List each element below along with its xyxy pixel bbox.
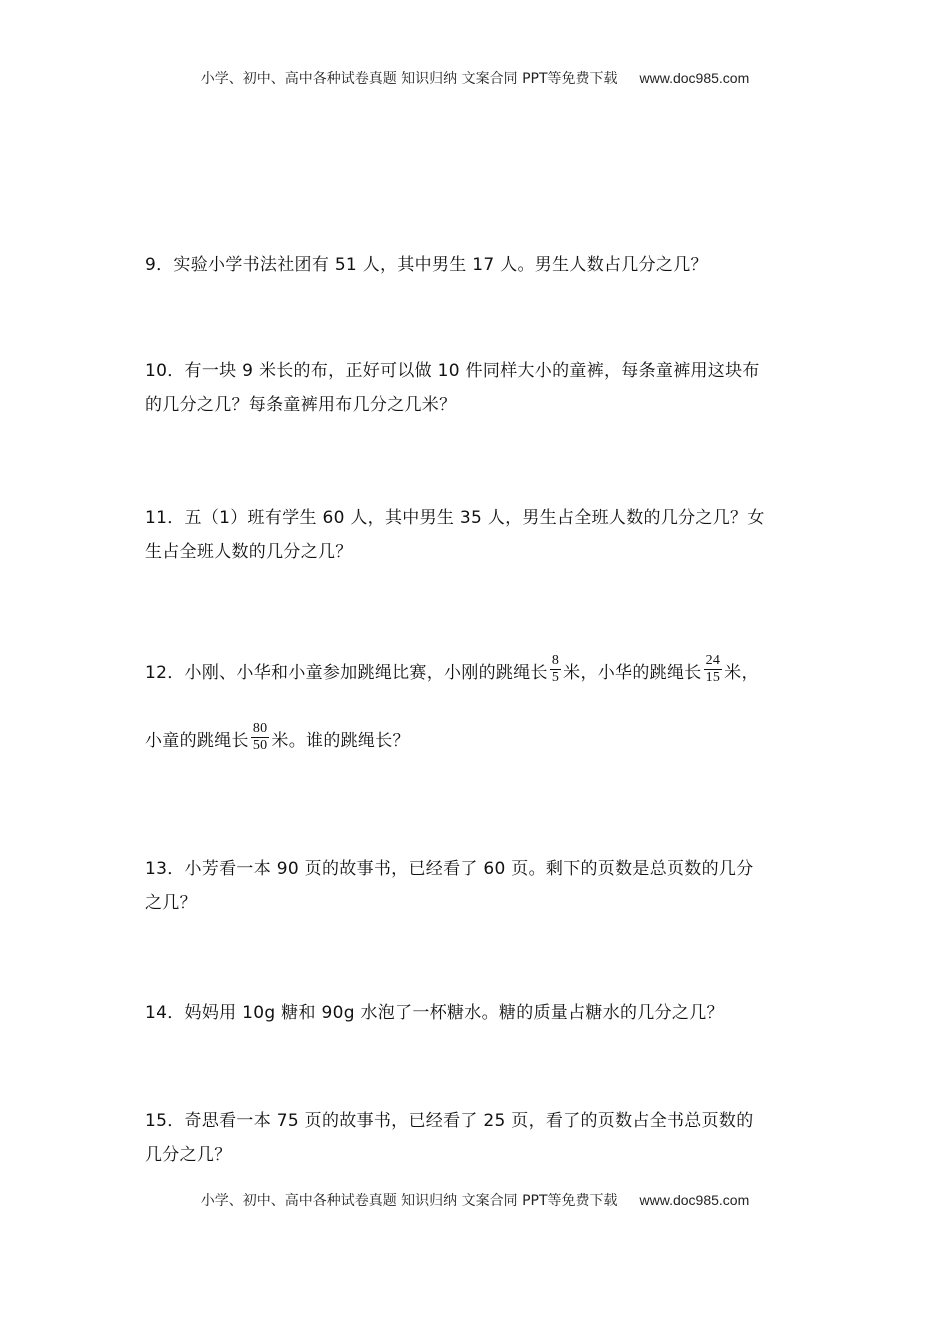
footer-site-link[interactable]: www.doc985.com — [639, 1192, 750, 1208]
question-9 — [145, 248, 815, 282]
question-10-line-1: 10．有一块 9 米长的布，正好可以做 10 件同样大小的童裤，每条童裤用这块布 — [145, 361, 760, 381]
question-12-text-1: 12．小刚、小华和小童参加跳绳比赛，小刚的跳绳长 — [145, 663, 548, 683]
question-9-line-1: 9．实验小学书法社团有 51 人，其中男生 17 人。男生人数占几分之几？ — [145, 255, 708, 275]
question-12-text-2: 米，小华的跳绳长 — [563, 663, 702, 683]
page-header — [0, 68, 950, 88]
header-site-link[interactable]: www.doc985.com — [639, 70, 750, 86]
question-14-line-1: 14．妈妈用 10g 糖和 90g 水泡了一杯糖水。糖的质量占糖水的几分之几？ — [145, 1003, 724, 1023]
fraction-numerator: 24 — [705, 652, 721, 668]
question-15 — [145, 1104, 815, 1172]
fraction-denominator: 50 — [252, 737, 268, 753]
question-12-text-3: 米， — [724, 663, 759, 683]
header-text: 小学、初中、高中各种试卷真题 知识归纳 文案合同 PPT等免费下载 — [200, 71, 618, 87]
fraction-numerator: 80 — [252, 720, 268, 736]
fraction-80-50 — [251, 721, 270, 754]
page-footer — [0, 1190, 950, 1210]
question-12-line-1 — [145, 652, 815, 690]
question-15-line-2: 几分之几？ — [145, 1145, 232, 1165]
question-15-line-1: 15．奇思看一本 75 页的故事书，已经看了 25 页，看了的页数占全书总页数的 — [145, 1111, 754, 1131]
question-13 — [145, 852, 815, 920]
question-11-line-1: 11．五（1）班有学生 60 人，其中男生 35 人，男生占全班人数的几分之几？女 — [145, 508, 765, 528]
fraction-denominator: 5 — [551, 669, 560, 685]
question-11-line-2: 生占全班人数的几分之几？ — [145, 542, 353, 562]
question-14 — [145, 996, 815, 1030]
question-11 — [145, 501, 815, 569]
footer-text: 小学、初中、高中各种试卷真题 知识归纳 文案合同 PPT等免费下载 — [200, 1193, 618, 1209]
fraction-24-15 — [704, 653, 723, 686]
question-10 — [145, 354, 815, 422]
fraction-denominator: 15 — [705, 669, 721, 685]
question-10-line-2: 的几分之几？每条童裤用布几分之几米？ — [145, 395, 457, 415]
fraction-8-5 — [550, 653, 561, 686]
question-12-line-2 — [145, 720, 815, 758]
question-12-text-5: 米。谁的跳绳长？ — [271, 731, 410, 751]
fraction-numerator: 8 — [551, 652, 560, 668]
question-13-line-2: 之几？ — [145, 893, 197, 913]
question-13-line-1: 13．小芳看一本 90 页的故事书，已经看了 60 页。剩下的页数是总页数的几分 — [145, 859, 754, 879]
question-12-text-4: 小童的跳绳长 — [145, 731, 249, 751]
question-12 — [145, 652, 815, 758]
